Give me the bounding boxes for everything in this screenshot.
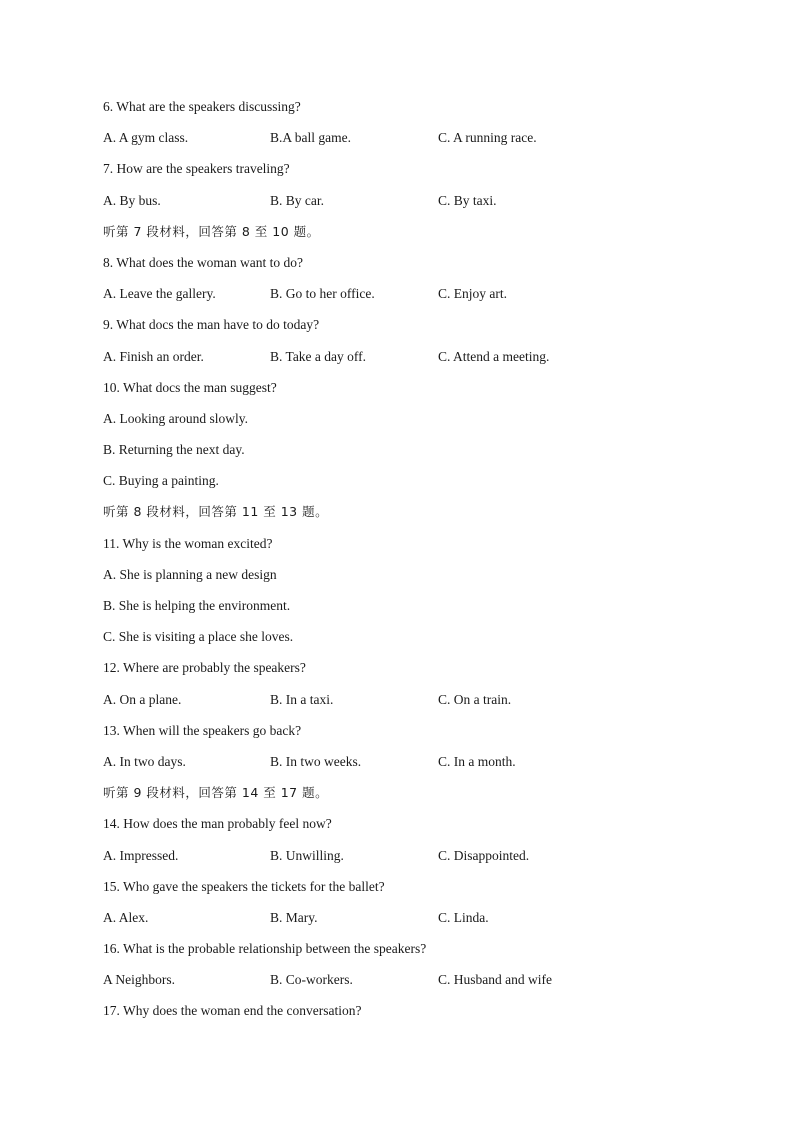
answer-option: B. She is helping the environment.	[103, 598, 291, 613]
answer-option-line	[103, 625, 743, 656]
answer-option: A. A gym class.	[103, 130, 189, 146]
answer-option: A Neighbors.	[103, 972, 175, 988]
answer-option-line	[103, 438, 743, 469]
question-text: 9. What docs the man have to do today?	[103, 317, 320, 333]
options-row	[103, 750, 743, 781]
answer-option: B. Unwilling.	[270, 847, 344, 863]
answer-option: C. Buying a painting.	[103, 473, 219, 489]
question	[103, 875, 743, 906]
question-text: 7. How are the speakers traveling?	[103, 161, 290, 177]
answer-option: C. A running race.	[438, 130, 537, 146]
exam-content	[103, 95, 743, 1031]
answer-option: C. Enjoy art.	[438, 286, 507, 302]
answer-option: B. Returning the next day.	[103, 442, 245, 458]
question	[103, 999, 743, 1030]
answer-option: B.A ball game.	[270, 130, 351, 146]
answer-option: C. By taxi.	[438, 192, 497, 208]
answer-option: B. In a taxi.	[270, 691, 334, 707]
answer-option-line	[103, 594, 743, 625]
answer-option: C. She is visiting a place she loves.	[103, 629, 294, 645]
answer-option: C. Disappointed.	[438, 847, 530, 863]
answer-option: B. Co-workers.	[270, 972, 353, 988]
section-instruction-text: 听第 8 段材料，回答第 11 至 13 题。	[103, 504, 329, 520]
answer-option: B. Go to her office.	[270, 286, 375, 302]
question-text: 11. Why is the woman excited?	[103, 535, 273, 551]
question	[103, 251, 743, 282]
answer-option-line	[103, 407, 743, 438]
options-row	[103, 968, 743, 999]
question	[103, 812, 743, 843]
answer-option: A. Finish an order.	[103, 348, 204, 364]
answer-option: A. In two days.	[103, 753, 186, 769]
section-instruction	[103, 781, 743, 812]
question-text: 6. What are the speakers discussing?	[103, 99, 301, 114]
question	[103, 313, 743, 344]
section-instruction	[103, 220, 743, 251]
question	[103, 157, 743, 188]
options-row	[103, 844, 743, 875]
answer-option: A. On a plane.	[103, 691, 182, 707]
question	[103, 376, 743, 407]
options-row	[103, 282, 743, 313]
question	[103, 937, 743, 968]
options-row	[103, 189, 743, 220]
answer-option: C. Husband and wife	[438, 972, 552, 988]
question-text: 15. Who gave the speakers the tickets for the ballet?	[103, 878, 385, 894]
options-row	[103, 345, 743, 376]
answer-option: C. Attend a meeting.	[438, 348, 550, 364]
answer-option-line	[103, 469, 743, 500]
options-row	[103, 688, 743, 719]
answer-option: C. In a month.	[438, 753, 516, 769]
options-row	[103, 906, 743, 937]
answer-option: B. In two weeks.	[270, 753, 362, 769]
answer-option: C. On a train.	[438, 691, 512, 707]
options-row	[103, 126, 743, 157]
section-instruction-text: 听第 9 段材料，回答第 14 至 17 题。	[103, 785, 329, 801]
answer-option: A. Impressed.	[103, 847, 179, 863]
answer-option: A. Looking around slowly.	[103, 410, 248, 426]
question-text: 13. When will the speakers go back?	[103, 722, 302, 738]
question-text: 8. What does the woman want to do?	[103, 254, 303, 270]
answer-option: B. Mary.	[270, 909, 318, 925]
answer-option: A. Leave the gallery.	[103, 286, 216, 302]
answer-option-line	[103, 563, 743, 594]
section-instruction-text: 听第 7 段材料，回答第 8 至 10 题。	[103, 223, 320, 239]
question-text: 14. How does the man probably feel now?	[103, 816, 332, 832]
question	[103, 95, 743, 126]
section-instruction	[103, 500, 743, 531]
question-text: 12. Where are probably the speakers?	[103, 660, 306, 676]
answer-option: B. By car.	[270, 192, 324, 208]
question	[103, 532, 743, 563]
answer-option: A. By bus.	[103, 192, 161, 208]
question-text: 16. What is the probable relationship between the speakers?	[103, 941, 427, 957]
answer-option: A. Alex.	[103, 909, 149, 925]
answer-option: B. Take a day off.	[270, 348, 367, 364]
question	[103, 656, 743, 687]
answer-option: C. Linda.	[438, 909, 489, 925]
question-text: 10. What docs the man suggest?	[103, 379, 277, 395]
question-text: 17. Why does the woman end the conversation?	[103, 1003, 362, 1019]
answer-option: A. She is planning a new design	[103, 566, 277, 582]
question	[103, 719, 743, 750]
